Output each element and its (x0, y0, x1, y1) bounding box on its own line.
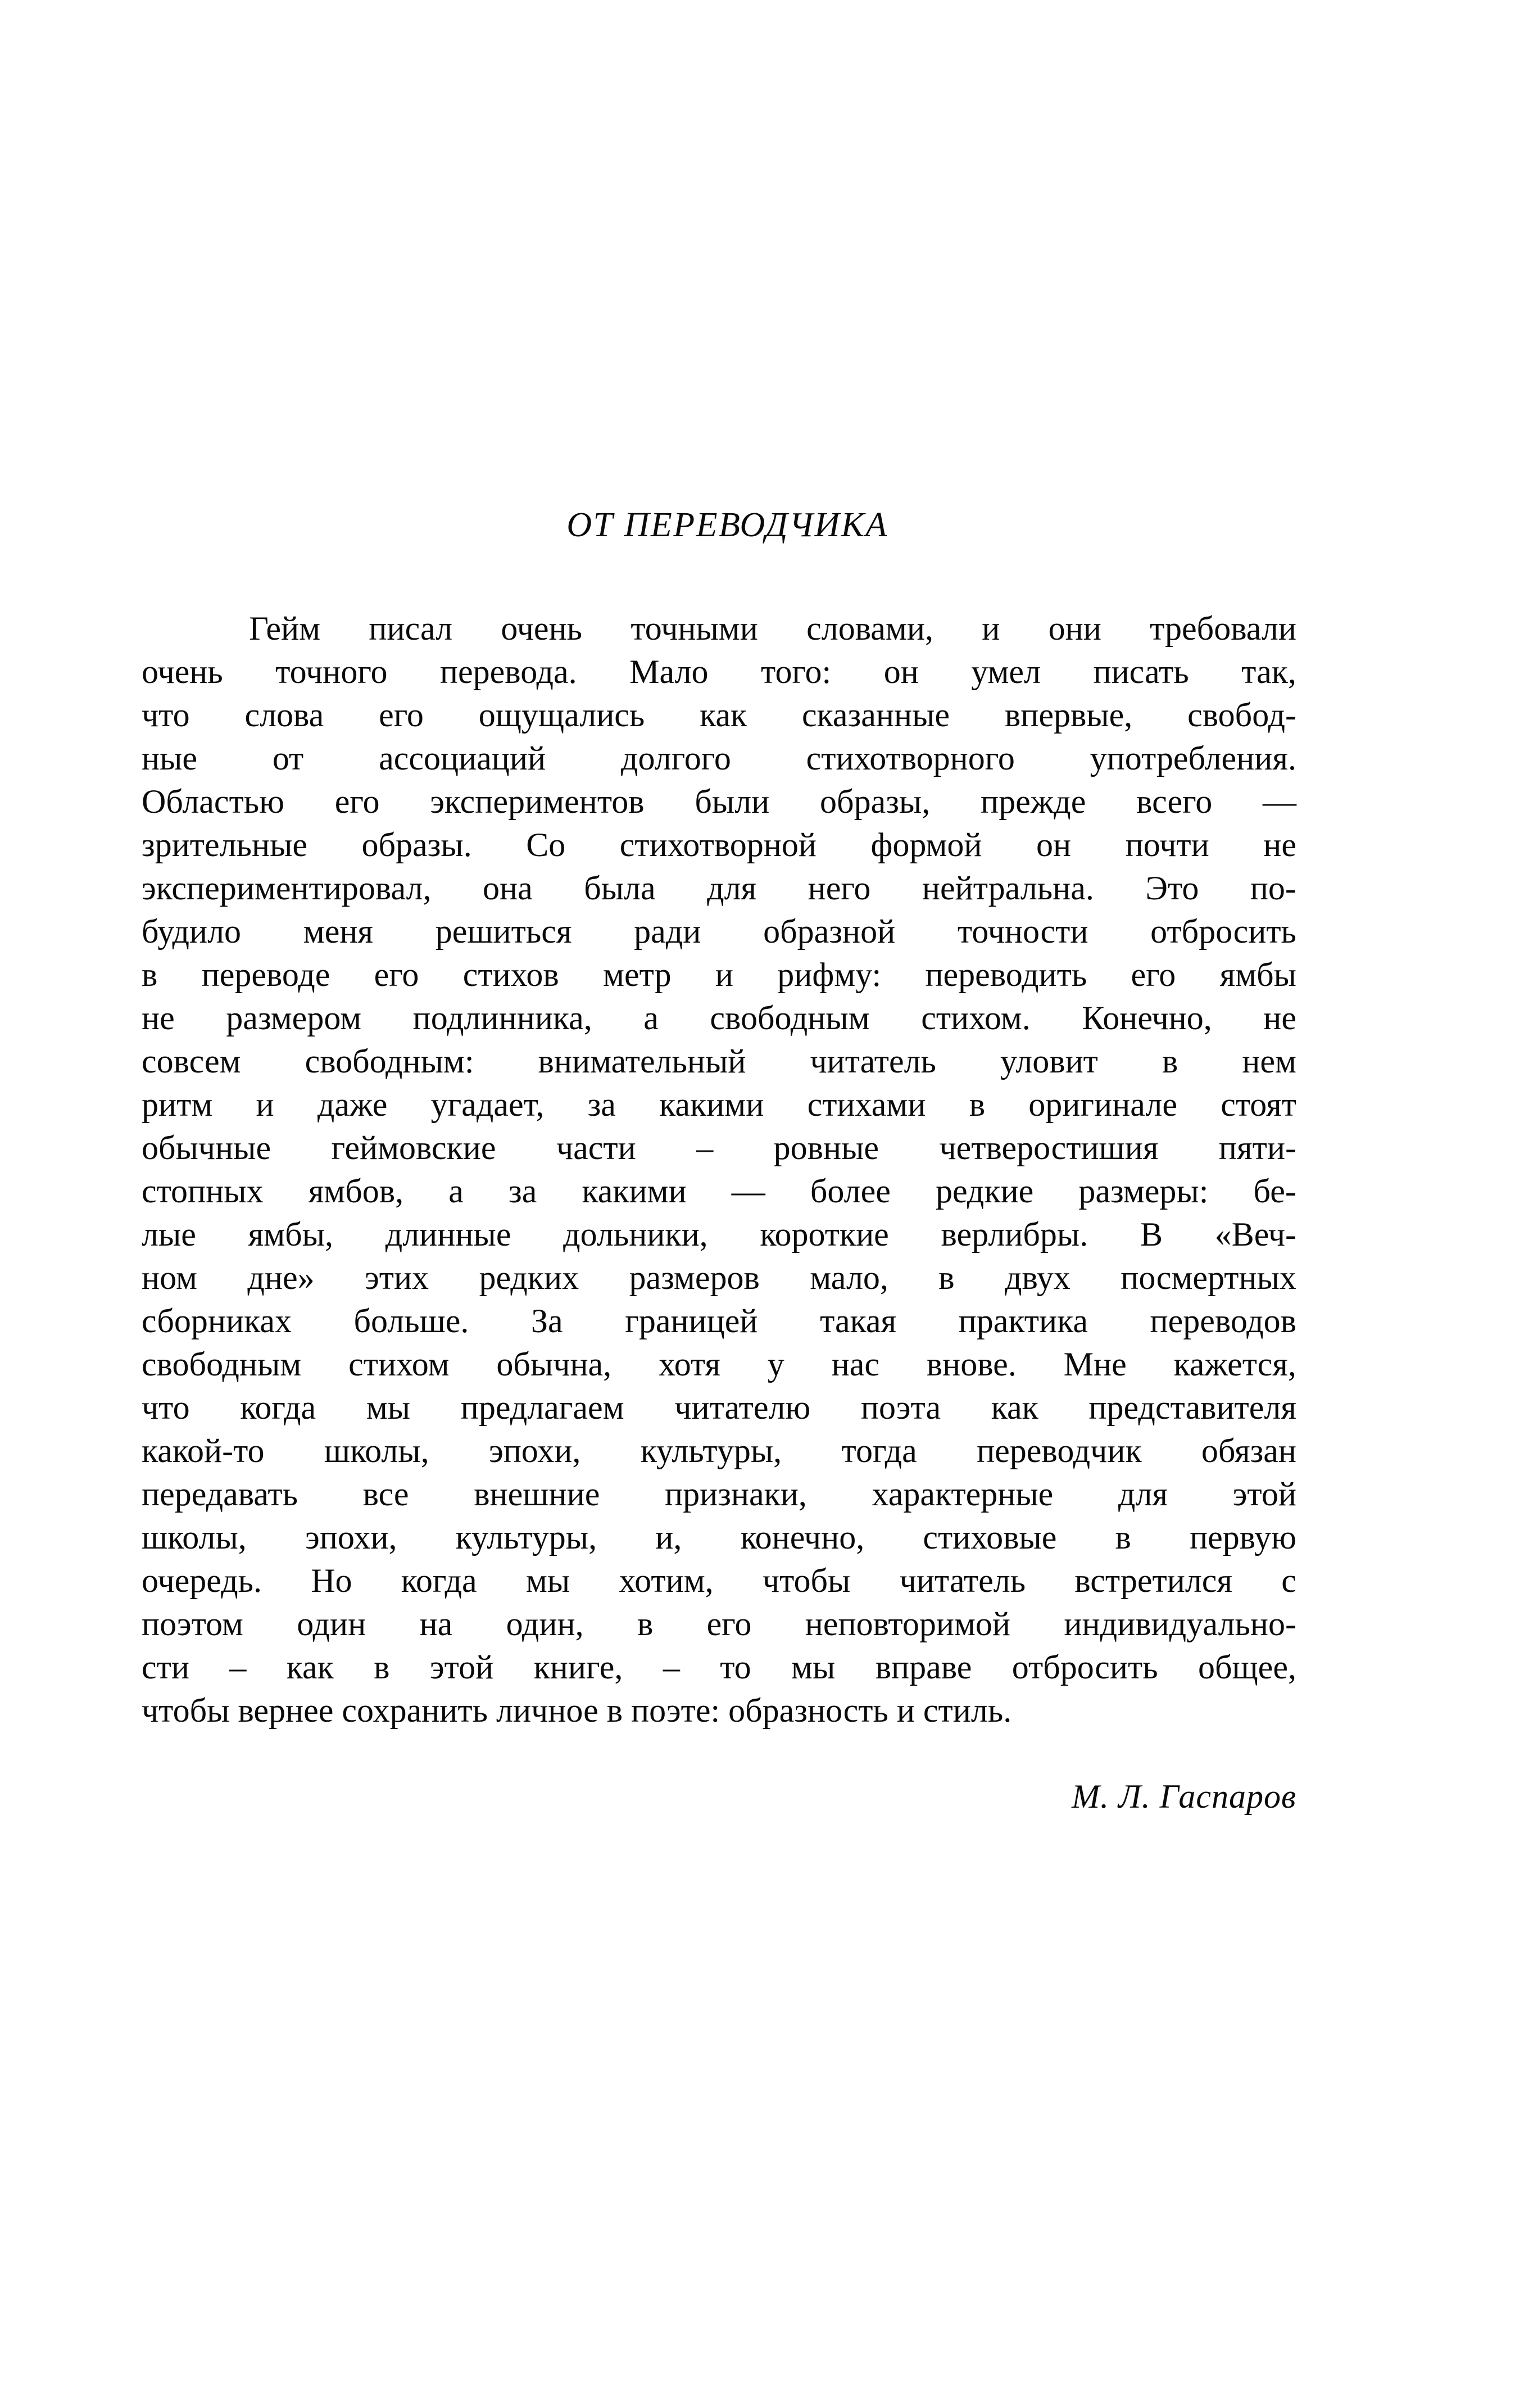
text-word: пяти- (1218, 1129, 1296, 1167)
text-word: они (1048, 610, 1101, 648)
text-word: так, (1241, 653, 1296, 691)
text-word: обычна, (496, 1346, 612, 1383)
text-word: стихом (348, 1346, 450, 1383)
text-word: ощущались (478, 696, 645, 734)
text-word: в (969, 1086, 986, 1124)
text-word: точного (275, 653, 388, 691)
text-word: неповторимой (805, 1605, 1011, 1643)
text-word: один (297, 1605, 366, 1643)
text-word: образной (763, 913, 896, 950)
text-word: почти (1125, 826, 1209, 864)
text-word: уловит (1000, 1043, 1098, 1080)
text-word: точности (957, 913, 1088, 950)
page-title: ОТ ПЕРЕВОДЧИКА (566, 506, 888, 544)
text-word: ритм (142, 1086, 213, 1124)
text-word: читатель (810, 1043, 936, 1080)
text-word: — (731, 1173, 765, 1210)
text-line (142, 1083, 1296, 1126)
text-word: больше. (353, 1302, 469, 1340)
text-word: в (142, 956, 158, 994)
text-word: вправе (875, 1649, 972, 1686)
text-line (142, 823, 1296, 867)
text-word: читатель (899, 1562, 1026, 1600)
text-word: в (374, 1649, 390, 1686)
text-word: границей (625, 1302, 758, 1340)
text-line (142, 1213, 1296, 1256)
text-word: ямбы (1219, 956, 1296, 994)
text-word: внимательный (538, 1043, 746, 1080)
text-word: экспериментов (430, 783, 645, 821)
text-word: геймовские (331, 1129, 496, 1167)
text-word: посмертных (1121, 1259, 1296, 1297)
text-word: поэтом (142, 1605, 243, 1643)
text-word: даже (317, 1086, 388, 1124)
text-word: «Веч- (1214, 1216, 1296, 1253)
text-line (142, 780, 1296, 823)
text-word: ровные (773, 1129, 879, 1167)
text-word: рифму: (777, 956, 882, 994)
text-word: стихами (807, 1086, 926, 1124)
text-word: его (1131, 956, 1176, 994)
text-word: требовали (1150, 610, 1296, 648)
text-word: переводов (1150, 1302, 1296, 1340)
text-word: бе- (1253, 1173, 1296, 1210)
text-word: конечно, (740, 1519, 865, 1556)
text-word: когда (240, 1389, 316, 1427)
text-line (142, 1170, 1296, 1213)
text-word: мы (791, 1649, 836, 1686)
text-word: формой (870, 826, 982, 864)
translator-note-paragraph (142, 607, 1296, 1732)
text-word: с (1281, 1562, 1296, 1600)
text-line (142, 1516, 1296, 1559)
text-word: ради (634, 913, 701, 950)
text-word: Это (1145, 870, 1199, 907)
signature-author: М. Л. Гаспаров (1072, 1778, 1296, 1816)
text-word: короткие (760, 1216, 889, 1253)
text-word: не (142, 999, 175, 1037)
text-line (142, 1689, 1296, 1732)
text-word: того: (761, 653, 832, 691)
text-word: чтобы (762, 1562, 851, 1600)
text-line (142, 1040, 1296, 1083)
text-word: хотим, (619, 1562, 714, 1600)
text-word: и (982, 610, 1000, 648)
text-word: один, (506, 1605, 584, 1643)
text-word: ные (142, 740, 198, 777)
text-word: в (938, 1259, 955, 1297)
text-word: по- (1250, 870, 1296, 907)
text-word: эпохи, (488, 1432, 581, 1470)
text-line (142, 737, 1296, 780)
text-word: за (509, 1173, 537, 1210)
text-line (142, 1386, 1296, 1429)
text-word: В (1140, 1216, 1163, 1253)
text-word: За (530, 1302, 563, 1340)
text-word: него (808, 870, 871, 907)
text-word: меня (303, 913, 374, 950)
text-word: книге, (533, 1649, 623, 1686)
text-word: обязан (1201, 1432, 1296, 1470)
text-line (142, 607, 1296, 650)
text-word: слова (244, 696, 324, 734)
text-word: тогда (841, 1432, 917, 1470)
text-line (142, 1300, 1296, 1343)
text-word: размером (226, 999, 362, 1037)
text-word: сти (142, 1649, 189, 1686)
text-word: прежде (980, 783, 1086, 821)
text-word: признаки, (664, 1475, 807, 1513)
text-word: были (695, 783, 770, 821)
text-line (142, 1126, 1296, 1170)
text-word: писал (369, 610, 453, 648)
text-word: не (1263, 826, 1296, 864)
text-word: хотя (659, 1346, 720, 1383)
text-word: решиться (435, 913, 572, 950)
text-line (142, 1429, 1296, 1473)
text-word: ассоциаций (379, 740, 546, 777)
text-word: какой-то (142, 1432, 265, 1470)
text-word: когда (401, 1562, 477, 1600)
text-word: отбросить (1011, 1649, 1158, 1686)
text-word: этой (1232, 1475, 1296, 1513)
text-word: длинные (385, 1216, 511, 1253)
text-word: нем (1242, 1043, 1296, 1080)
text-word: этой (429, 1649, 494, 1686)
text-word: перевода. (439, 653, 577, 691)
text-word: как (286, 1649, 334, 1686)
text-word: впервые, (1004, 696, 1133, 734)
text-word: — (1262, 783, 1296, 821)
text-word: не (1263, 999, 1296, 1037)
text-word: верлибры. (941, 1216, 1088, 1253)
text-word: читателю (674, 1389, 811, 1427)
text-word: внове. (926, 1346, 1017, 1383)
text-word: – (696, 1129, 714, 1167)
text-word: Конечно, (1082, 999, 1212, 1037)
text-word: от (272, 740, 304, 777)
text-line (142, 953, 1296, 997)
text-word: дне» (247, 1259, 315, 1297)
text-word: свободным (142, 1346, 302, 1383)
text-word: какими (582, 1173, 687, 1210)
text-word: отбросить (1150, 913, 1296, 950)
text-word: метр (603, 956, 672, 994)
text-word: редкие (935, 1173, 1034, 1210)
text-word: он (1036, 826, 1072, 864)
text-word: образы. (361, 826, 472, 864)
text-word: для (1118, 1475, 1168, 1513)
text-line (142, 1646, 1296, 1689)
text-word: эпохи, (305, 1519, 397, 1556)
text-word: стоят (1221, 1086, 1296, 1124)
text-word: четверостишия (939, 1129, 1159, 1167)
text-word: лые (142, 1216, 196, 1253)
text-word: что (142, 1389, 190, 1427)
text-word: такая (820, 1302, 897, 1340)
text-word: общее, (1198, 1649, 1296, 1686)
text-word: культуры, (455, 1519, 597, 1556)
text-word: мы (366, 1389, 411, 1427)
text-word: а (448, 1173, 464, 1210)
text-word: ямбы, (248, 1216, 333, 1253)
text-line (142, 1343, 1296, 1386)
text-word: Мало (629, 653, 709, 691)
text-word: совсем (142, 1043, 241, 1080)
text-word: подлинника, (412, 999, 592, 1037)
text-word: умел (971, 653, 1041, 691)
text-word: угадает, (430, 1086, 545, 1124)
text-word: всего (1136, 783, 1213, 821)
text-word: первую (1190, 1519, 1296, 1556)
text-word: передавать (142, 1475, 298, 1513)
text-word: какими (659, 1086, 764, 1124)
text-word: оригинале (1028, 1086, 1177, 1124)
text-word: обычные (142, 1129, 271, 1167)
text-word: будило (142, 913, 242, 950)
text-word: предлагаем (460, 1389, 624, 1427)
text-word: стиховые (923, 1519, 1057, 1556)
text-word: образы, (820, 783, 931, 821)
text-word: представителя (1088, 1389, 1296, 1427)
text-word: школы, (142, 1519, 247, 1556)
text-word: Областью (142, 783, 284, 821)
text-word: сказанные (802, 696, 950, 734)
text-word: его (706, 1605, 752, 1643)
text-word: ямбов, (308, 1173, 404, 1210)
text-word: Гейм (249, 610, 321, 648)
text-word: нас (831, 1346, 879, 1383)
text-word: и (715, 956, 733, 994)
text-word: как (700, 696, 747, 734)
text-word: экспериментировал, (142, 870, 432, 907)
text-line (142, 867, 1296, 910)
text-line (142, 1559, 1296, 1603)
text-line (142, 694, 1296, 737)
text-word: двух (1005, 1259, 1071, 1297)
text-word: то (720, 1649, 751, 1686)
text-word: части (556, 1129, 636, 1167)
text-word: свободным: (305, 1043, 474, 1080)
text-word: точными (631, 610, 758, 648)
text-word: культуры, (640, 1432, 782, 1470)
text-word: переводить (925, 956, 1087, 994)
text-word: Но (311, 1562, 352, 1600)
text-line (142, 910, 1296, 953)
text-word: мало, (810, 1259, 888, 1297)
text-word: была (584, 870, 656, 907)
text-word: этих (364, 1259, 429, 1297)
text-word: его (379, 696, 424, 734)
text-word: более (810, 1173, 891, 1210)
text-word: мы (525, 1562, 570, 1600)
text-word: на (419, 1605, 453, 1643)
text-word: дольники, (563, 1216, 708, 1253)
text-word: размеры: (1078, 1173, 1209, 1210)
text-word: все (362, 1475, 409, 1513)
text-word: стихотворной (619, 826, 817, 864)
text-word: – (663, 1649, 680, 1686)
text-word: за (587, 1086, 616, 1124)
text-line (142, 1256, 1296, 1300)
text-word: практика (958, 1302, 1088, 1340)
text-word: зрительные (142, 826, 308, 864)
text-word: переводе (201, 956, 330, 994)
text-word: у (767, 1346, 784, 1383)
text-word: в (1115, 1519, 1131, 1556)
text-word: очень (501, 610, 583, 648)
text-column (142, 506, 1296, 1817)
text-word: очень (142, 653, 223, 691)
text-line (142, 1603, 1296, 1646)
text-word: Мне (1063, 1346, 1127, 1383)
text-word: долгого (620, 740, 731, 777)
text-word: для (707, 870, 757, 907)
text-word: редких (479, 1259, 579, 1297)
text-word: что (142, 696, 190, 734)
text-word: стихотворного (806, 740, 1015, 777)
text-word: словами, (806, 610, 933, 648)
text-word: переводчик (977, 1432, 1142, 1470)
text-word: встретился (1074, 1562, 1233, 1600)
text-word: и (256, 1086, 274, 1124)
text-word: употребления. (1090, 740, 1296, 777)
text-word: писать (1093, 653, 1189, 691)
text-word: кажется, (1173, 1346, 1296, 1383)
text-word: стихов (462, 956, 559, 994)
text-word: школы, (324, 1432, 429, 1470)
text-line (142, 1473, 1296, 1516)
text-line (142, 997, 1296, 1040)
text-word: характерные (872, 1475, 1054, 1513)
text-word: нейтральна. (922, 870, 1094, 907)
text-word: стопных (142, 1173, 264, 1210)
text-word: внешние (474, 1475, 600, 1513)
text-word: ном (142, 1259, 197, 1297)
text-word: а (643, 999, 659, 1037)
text-word: в (637, 1605, 654, 1643)
text-word: размеров (629, 1259, 760, 1297)
text-word: как (991, 1389, 1038, 1427)
text-word: в (1162, 1043, 1178, 1080)
text-word: его (374, 956, 419, 994)
text-word: очередь. (142, 1562, 262, 1600)
text-word: чтобы вернее сохранить личное в поэте: образность и стиль. (142, 1692, 1012, 1730)
text-word: индивидуально- (1064, 1605, 1296, 1643)
text-word: и, (655, 1519, 682, 1556)
text-word: стихом. (921, 999, 1031, 1037)
text-word: свободным (710, 999, 870, 1037)
text-word: она (483, 870, 533, 907)
text-word: его (334, 783, 380, 821)
text-word: – (229, 1649, 247, 1686)
text-word: он (883, 653, 919, 691)
text-word: свобод- (1187, 696, 1296, 734)
text-word: Со (526, 826, 566, 864)
text-line (142, 650, 1296, 694)
text-word: поэта (860, 1389, 941, 1427)
text-word: сборниках (142, 1302, 292, 1340)
